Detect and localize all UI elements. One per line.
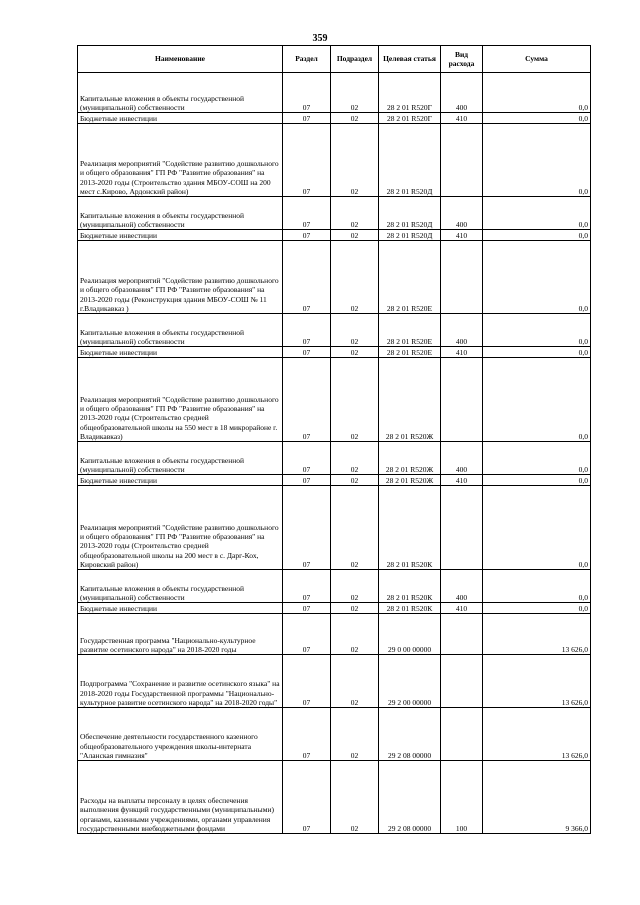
row-vid-cell	[441, 614, 483, 655]
header-summa: Сумма	[483, 46, 591, 73]
row-statya-cell: 29 2 00 00000	[379, 655, 441, 708]
row-summa-cell: 0,0	[483, 358, 591, 442]
table-row	[78, 570, 591, 603]
row-razdel-cell: 07	[283, 475, 331, 486]
table-row	[78, 614, 591, 655]
row-statya-cell: 28 2 01 R520К	[379, 570, 441, 603]
row-vid-cell: 400	[441, 73, 483, 113]
row-podrazdel-cell: 02	[331, 73, 379, 113]
row-name-cell: Капитальные вложения в объекты государственной (муниципальной) собственности	[78, 197, 283, 230]
row-vid-cell: 410	[441, 230, 483, 241]
table-row	[78, 347, 591, 358]
row-name-cell: Бюджетные инвестиции	[78, 603, 283, 614]
row-summa-cell: 13 626,0	[483, 655, 591, 708]
row-name-cell: Капитальные вложения в объекты государственной (муниципальной) собственности	[78, 570, 283, 603]
row-vid-cell: 410	[441, 475, 483, 486]
row-name-cell: Бюджетные инвестиции	[78, 347, 283, 358]
table-row	[78, 603, 591, 614]
row-statya-cell: 28 2 01 R520К	[379, 603, 441, 614]
row-razdel-cell: 07	[283, 124, 331, 197]
row-name-cell: Государственная программа "Национально-культурное развитие осетинского народа" на 2018-2020 годы	[78, 614, 283, 655]
row-name-cell: Обеспечение деятельности государственного казенного общеобразовательного учреждения школы-интерната "Аланская гимназия"	[78, 708, 283, 761]
table-header-row	[78, 46, 591, 73]
row-vid-cell	[441, 486, 483, 570]
table-row	[78, 197, 591, 230]
row-statya-cell: 28 2 01 R520Ж	[379, 442, 441, 475]
row-statya-cell: 28 2 01 R520Д	[379, 230, 441, 241]
row-podrazdel-cell: 02	[331, 475, 379, 486]
row-vid-cell	[441, 241, 483, 314]
row-summa-cell: 0,0	[483, 230, 591, 241]
row-razdel-cell: 07	[283, 442, 331, 475]
row-podrazdel-cell: 02	[331, 197, 379, 230]
row-razdel-cell: 07	[283, 230, 331, 241]
table-row	[78, 314, 591, 347]
row-statya-cell: 29 2 08 00000	[379, 761, 441, 834]
row-name-cell: Реализация мероприятий "Содействие развитию дошкольного и общего образования" ГП РФ "Развитие образования" на 2013-2020 годы (Реконструкция здания МБОУ-СОШ № 11 г.Владикавказ )	[78, 241, 283, 314]
table-row	[78, 73, 591, 113]
row-summa-cell: 0,0	[483, 241, 591, 314]
row-podrazdel-cell: 02	[331, 241, 379, 314]
budget-table	[77, 45, 591, 834]
row-razdel-cell: 07	[283, 708, 331, 761]
row-statya-cell: 28 2 01 R520Е	[379, 241, 441, 314]
row-summa-cell: 0,0	[483, 197, 591, 230]
row-razdel-cell: 07	[283, 358, 331, 442]
row-summa-cell: 0,0	[483, 442, 591, 475]
row-razdel-cell: 07	[283, 314, 331, 347]
row-statya-cell: 29 2 08 00000	[379, 708, 441, 761]
row-name-cell: Подпрограмма "Сохранение и развитие осетинского языка" на 2018-2020 годы Государственной программы "Национально-культурное развитие осетинского народа" на 2018-2020 годы"	[78, 655, 283, 708]
row-razdel-cell: 07	[283, 197, 331, 230]
row-name-cell: Бюджетные инвестиции	[78, 230, 283, 241]
row-vid-cell: 100	[441, 761, 483, 834]
row-statya-cell: 28 2 01 R520Д	[379, 197, 441, 230]
row-summa-cell: 0,0	[483, 570, 591, 603]
row-podrazdel-cell: 02	[331, 761, 379, 834]
row-statya-cell: 28 2 01 R520Е	[379, 347, 441, 358]
row-podrazdel-cell: 02	[331, 486, 379, 570]
row-vid-cell	[441, 124, 483, 197]
row-name-cell: Бюджетные инвестиции	[78, 113, 283, 124]
row-razdel-cell: 07	[283, 347, 331, 358]
table-row	[78, 124, 591, 197]
row-vid-cell: 400	[441, 197, 483, 230]
table-row	[78, 442, 591, 475]
row-razdel-cell: 07	[283, 73, 331, 113]
row-statya-cell: 29 0 00 00000	[379, 614, 441, 655]
row-vid-cell: 410	[441, 347, 483, 358]
row-name-cell: Бюджетные инвестиции	[78, 475, 283, 486]
row-razdel-cell: 07	[283, 655, 331, 708]
table-row	[78, 241, 591, 314]
row-summa-cell: 0,0	[483, 124, 591, 197]
header-statya: Целевая статья	[379, 46, 441, 73]
row-summa-cell: 9 366,0	[483, 761, 591, 834]
table-row	[78, 230, 591, 241]
header-name: Наименование	[78, 46, 283, 73]
row-vid-cell	[441, 708, 483, 761]
row-razdel-cell: 07	[283, 570, 331, 603]
row-summa-cell: 0,0	[483, 314, 591, 347]
header-razdel: Раздел	[283, 46, 331, 73]
row-razdel-cell: 07	[283, 603, 331, 614]
row-vid-cell: 410	[441, 603, 483, 614]
row-summa-cell: 0,0	[483, 113, 591, 124]
header-podrazdel: Подраздел	[331, 46, 379, 73]
row-summa-cell: 0,0	[483, 475, 591, 486]
row-vid-cell: 410	[441, 113, 483, 124]
row-name-cell: Реализация мероприятий "Содействие развитию дошкольного и общего образования" ГП РФ "Развитие образования" на 2013-2020 годы (Строительство здания МБОУ-СОШ на 200 мест с.Кирово, Ардонский район)	[78, 124, 283, 197]
row-vid-cell	[441, 358, 483, 442]
row-razdel-cell: 07	[283, 241, 331, 314]
row-name-cell: Реализация мероприятий "Содействие развитию дошкольного и общего образования" ГП РФ "Развитие образования" на 2013-2020 годы (Строительство средней общеобразовательной школы на 200 мест в с. Дарг-Кох, Кировский район)	[78, 486, 283, 570]
table-row	[78, 358, 591, 442]
table-row	[78, 113, 591, 124]
table-row	[78, 708, 591, 761]
row-razdel-cell: 07	[283, 614, 331, 655]
row-podrazdel-cell: 02	[331, 442, 379, 475]
row-summa-cell: 0,0	[483, 73, 591, 113]
row-podrazdel-cell: 02	[331, 655, 379, 708]
row-name-cell: Реализация мероприятий "Содействие развитию дошкольного и общего образования" ГП РФ "Развитие образования" на 2013-2020 годы (Строительство средней общеобразовательной школы на 550 мест в 18 микрорайоне г. Владикавказ)	[78, 358, 283, 442]
table-row	[78, 761, 591, 834]
table-row	[78, 655, 591, 708]
row-statya-cell: 28 2 01 R520К	[379, 486, 441, 570]
table-row	[78, 486, 591, 570]
row-vid-cell	[441, 655, 483, 708]
row-podrazdel-cell: 02	[331, 570, 379, 603]
row-podrazdel-cell: 02	[331, 124, 379, 197]
row-name-cell: Расходы на выплаты персоналу в целях обеспечения выполнения функций государственными (муниципальными) органами, казенными учреждениями, органами управления государственными внебюджетными фондами	[78, 761, 283, 834]
table-body	[78, 73, 591, 834]
row-vid-cell: 400	[441, 314, 483, 347]
row-name-cell: Капитальные вложения в объекты государственной (муниципальной) собственности	[78, 73, 283, 113]
row-summa-cell: 0,0	[483, 486, 591, 570]
row-summa-cell: 13 626,0	[483, 614, 591, 655]
row-summa-cell: 0,0	[483, 347, 591, 358]
row-name-cell: Капитальные вложения в объекты государственной (муниципальной) собственности	[78, 442, 283, 475]
row-podrazdel-cell: 02	[331, 314, 379, 347]
row-statya-cell: 28 2 01 R520Ж	[379, 358, 441, 442]
row-podrazdel-cell: 02	[331, 230, 379, 241]
row-vid-cell: 400	[441, 442, 483, 475]
row-statya-cell: 28 2 01 R520Ж	[379, 475, 441, 486]
row-vid-cell: 400	[441, 570, 483, 603]
row-podrazdel-cell: 02	[331, 347, 379, 358]
row-podrazdel-cell: 02	[331, 358, 379, 442]
row-statya-cell: 28 2 01 R520Г	[379, 113, 441, 124]
row-name-cell: Капитальные вложения в объекты государственной (муниципальной) собственности	[78, 314, 283, 347]
row-podrazdel-cell: 02	[331, 113, 379, 124]
row-statya-cell: 28 2 01 R520Д	[379, 124, 441, 197]
row-statya-cell: 28 2 01 R520Г	[379, 73, 441, 113]
row-summa-cell: 0,0	[483, 603, 591, 614]
row-podrazdel-cell: 02	[331, 603, 379, 614]
row-podrazdel-cell: 02	[331, 614, 379, 655]
table-row	[78, 475, 591, 486]
row-razdel-cell: 07	[283, 113, 331, 124]
header-vid: Вид расхода	[441, 46, 483, 73]
row-razdel-cell: 07	[283, 486, 331, 570]
row-razdel-cell: 07	[283, 761, 331, 834]
page-number: 359	[312, 33, 328, 44]
row-podrazdel-cell: 02	[331, 708, 379, 761]
row-summa-cell: 13 626,0	[483, 708, 591, 761]
row-statya-cell: 28 2 01 R520Е	[379, 314, 441, 347]
